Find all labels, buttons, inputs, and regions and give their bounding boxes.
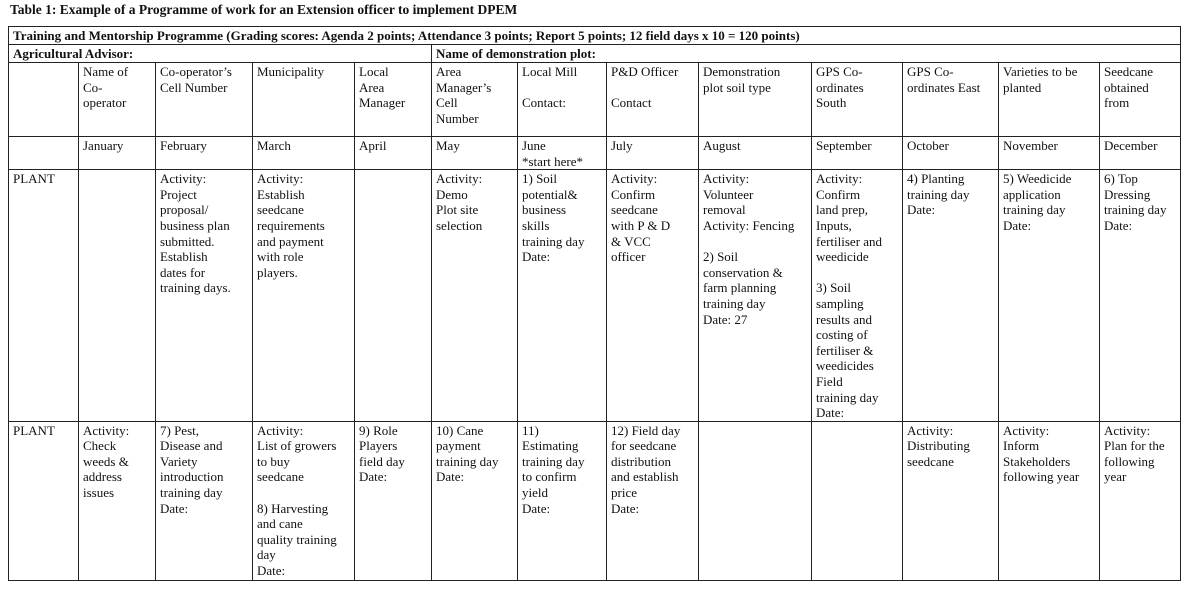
header-cell: Demonstration plot soil type [699,63,812,137]
activity-cell: 4) Planting training day Date: [903,170,999,422]
month-cell [9,137,79,170]
month-cell: September [812,137,903,170]
header-cell: Co-operator’s Cell Number [156,63,253,137]
month-cell: May [432,137,518,170]
month-cell: July [607,137,699,170]
activity-cell: Activity: Distributing seedcane [903,421,999,580]
activity-cell: Activity: List of growers to buy seedcane 8) Harvesting and cane quality training day Date: [253,421,355,580]
activity-cell: 1) Soil potential& business skills training day Date: [518,170,607,422]
programme-table [8,26,1181,581]
activity-cell: Activity: Demo Plot site selection [432,170,518,422]
plant-row-1 [9,170,1181,422]
header-cell: Local Area Manager [355,63,432,137]
header-row [9,63,1181,137]
month-cell: April [355,137,432,170]
header-cell: P&D Officer Contact [607,63,699,137]
header-cell: Varieties to be planted [999,63,1100,137]
month-cell: March [253,137,355,170]
header-cell: Area Manager’s Cell Number [432,63,518,137]
activity-cell: Activity: Confirm land prep, Inputs, fertiliser and weedicide 3) Soil sampling results and costing of fertiliser & weedicides Field training day Date: [812,170,903,422]
activity-cell: Activity: Establish seedcane requirements and payment with role players. [253,170,355,422]
activity-cell: Activity: Confirm seedcane with P & D & VCC officer [607,170,699,422]
activity-cell: Activity: Check weeds & address issues [79,421,156,580]
header-cell: GPS Co- ordinates South [812,63,903,137]
activity-cell: Activity: Plan for the following year [1100,421,1181,580]
activity-cell [355,170,432,422]
month-cell: February [156,137,253,170]
row-label: PLANT [9,170,79,422]
programme-title: Training and Mentorship Programme (Grading scores: Agenda 2 points; Attendance 3 points; Report 5 points; 12 field days x 10 = 120 points) [9,27,1181,45]
month-cell: November [999,137,1100,170]
activity-cell [699,421,812,580]
header-cell: Name of Co- operator [79,63,156,137]
activity-cell: 11) Estimating training day to confirm yield Date: [518,421,607,580]
activity-cell [812,421,903,580]
table-caption: Table 1: Example of a Programme of work for an Extension officer to implement DPEM [10,2,518,17]
plant-row-2 [9,421,1181,580]
header-cell: Municipality [253,63,355,137]
activity-cell: 5) Weedicide application training day Date: [999,170,1100,422]
activity-cell: 7) Pest, Disease and Variety introduction training day Date: [156,421,253,580]
header-cell [9,63,79,137]
activity-cell: 9) Role Players field day Date: [355,421,432,580]
month-cell: December [1100,137,1181,170]
header-cell: Local Mill Contact: [518,63,607,137]
month-cell: October [903,137,999,170]
row-label: PLANT [9,421,79,580]
activity-cell: Activity: Project proposal/ business plan submitted. Establish dates for training days. [156,170,253,422]
activity-cell: Activity: Inform Stakeholders following year [999,421,1100,580]
activity-cell: 10) Cane payment training day Date: [432,421,518,580]
activity-cell: 6) Top Dressing training day Date: [1100,170,1181,422]
month-cell: January [79,137,156,170]
agricultural-advisor-label: Agricultural Advisor: [9,45,432,63]
month-row [9,137,1181,170]
activity-cell: 12) Field day for seedcane distribution and establish price Date: [607,421,699,580]
month-cell: August [699,137,812,170]
activity-cell: Activity: Volunteer removal Activity: Fencing 2) Soil conservation & farm planning training day Date: 27 [699,170,812,422]
header-cell: GPS Co- ordinates East [903,63,999,137]
month-cell: June *start here* [518,137,607,170]
header-cell: Seedcane obtained from [1100,63,1181,137]
activity-cell [79,170,156,422]
demonstration-plot-label: Name of demonstration plot: [432,45,1181,63]
